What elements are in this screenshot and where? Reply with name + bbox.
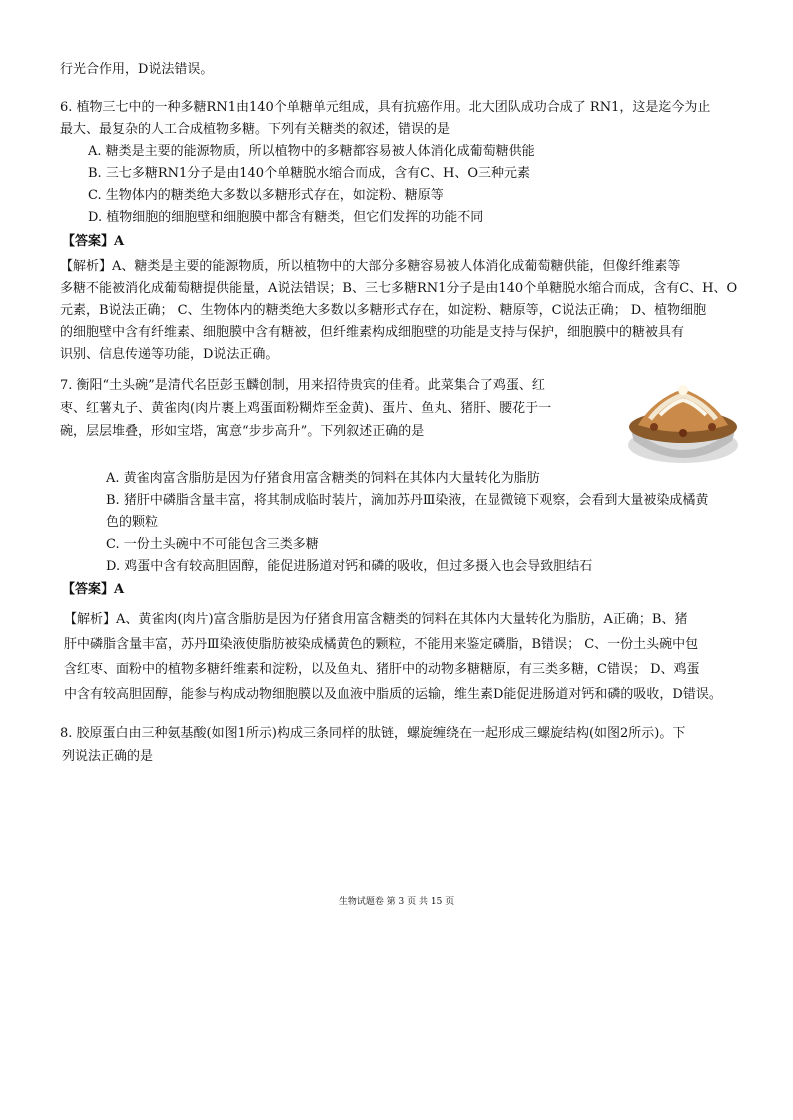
q7-option-b-line-1: B. 猪肝中磷脂含量丰富，将其制成临时装片，滴加苏丹Ⅲ染液，在显微镜下观察，会看到大量被染成橘黄 — [106, 493, 709, 508]
q6-explanation-line-4: 的细胞壁中含有纤维素、细胞膜中含有糖被，但纤维素构成细胞壁的功能是支持与保护，细胞膜中的糖被具有 — [60, 325, 685, 340]
q7-option-a: A. 黄雀肉富含脂肪是因为仔猪食用富含糖类的饲料在其体内大量转化为脂肪 — [106, 471, 540, 486]
q6-explanation-line-5: 识别、信息传递等功能，D说法正确。 — [60, 347, 279, 362]
page-footer: 生物试题卷 第 3 页 共 15 页 — [338, 897, 455, 907]
q7-explanation-line-2: 肝中磷脂含量丰富，苏丹Ⅲ染液使脂肪被染成橘黄色的颗粒，不能用来鉴定磷脂，B错误； C、一份土头碗中包 — [64, 637, 699, 652]
q7-stem-line-1: 7. 衡阳“土头碗”是清代名臣彭玉麟创制，用来招待贵宾的佳肴。此菜集合了鸡蛋、红 — [60, 378, 545, 393]
tutouwan-dish-photo — [624, 375, 742, 467]
intro-line: 行光合作用，D说法错误。 — [60, 62, 214, 77]
q6-option-c: C. 生物体内的糖类绝大多数以多糖形式存在，如淀粉、糖原等 — [88, 188, 444, 203]
q6-option-d: D. 植物细胞的细胞壁和细胞膜中都含有糖类，但它们发挥的功能不同 — [88, 210, 484, 225]
q7-explanation-line-1: 【解析】A、黄雀肉(肉片)富含脂肪是因为仔猪食用富含糖类的饲料在其体内大量转化为脂肪，A正确；B、猪 — [64, 612, 688, 627]
q6-explanation-line-2: 多糖不能被消化成葡萄糖提供能量，A说法错误；B、三七多糖RN1分子是由140个单糖脱水缩合而成，含有C、H、O — [60, 281, 738, 296]
q6-stem-line-2: 最大、最复杂的人工合成植物多糖。下列有关糖类的叙述，错误的是 — [60, 122, 451, 137]
q6-stem-line-1: 6. 植物三七中的一种多糖RN1由140个单糖单元组成，具有抗癌作用。北大团队成功合成了 RN1，这是迄今为止 — [60, 100, 711, 115]
q7-answer: 【答案】A — [62, 582, 125, 597]
q7-explanation-line-4: 中含有较高胆固醇，能参与构成动物细胞膜以及血液中脂质的运输，维生素D能促进肠道对钙和磷的吸收，D错误。 — [64, 687, 722, 702]
q7-option-d: D. 鸡蛋中含有较高胆固醇，能促进肠道对钙和磷的吸收，但过多摄入也会导致胆结石 — [106, 559, 593, 574]
q6-explanation-line-1: 【解析】A、糖类是主要的能源物质，所以植物中的大部分多糖容易被人体消化成葡萄糖供能，但像纤维素等 — [60, 259, 681, 274]
q6-option-b: B. 三七多糖RN1分子是由140个单糖脱水缩合而成，含有C、H、O三种元素 — [88, 166, 531, 181]
q6-option-a: A. 糖类是主要的能源物质，所以植物中的多糖都容易被人体消化成葡萄糖供能 — [88, 144, 535, 159]
q7-explanation-line-3: 含红枣、面粉中的植物多糖纤维素和淀粉，以及鱼丸、猪肝中的动物多糖糖原，有三类多糖，C错误； D、鸡蛋 — [64, 662, 700, 677]
q6-answer: 【答案】A — [62, 234, 125, 249]
q7-option-b-line-2: 色的颗粒 — [106, 515, 159, 530]
q6-explanation-line-3: 元素，B说法正确； C、生物体内的糖类绝大多数以多糖形式存在，如淀粉、糖原等，C说法正确； D、植物细胞 — [60, 303, 707, 318]
q7-stem-line-3: 碗，层层堆叠，形如宝塔，寓意“步步高升”。下列叙述正确的是 — [60, 424, 425, 439]
q7-option-c: C. 一份土头碗中不可能包含三类多糖 — [106, 537, 319, 552]
q8-stem-line-1: 8. 胶原蛋白由三种氨基酸(如图1所示)构成三条同样的肽链，螺旋缠绕在一起形成三螺旋结构(如图2所示)。下 — [60, 726, 686, 741]
q7-stem-line-2: 枣、红薯丸子、黄雀肉(肉片裹上鸡蛋面粉糊炸至金黄)、蛋片、鱼丸、猪肝、腰花于一 — [60, 401, 552, 416]
q8-stem-line-2: 列说法正确的是 — [62, 749, 154, 764]
